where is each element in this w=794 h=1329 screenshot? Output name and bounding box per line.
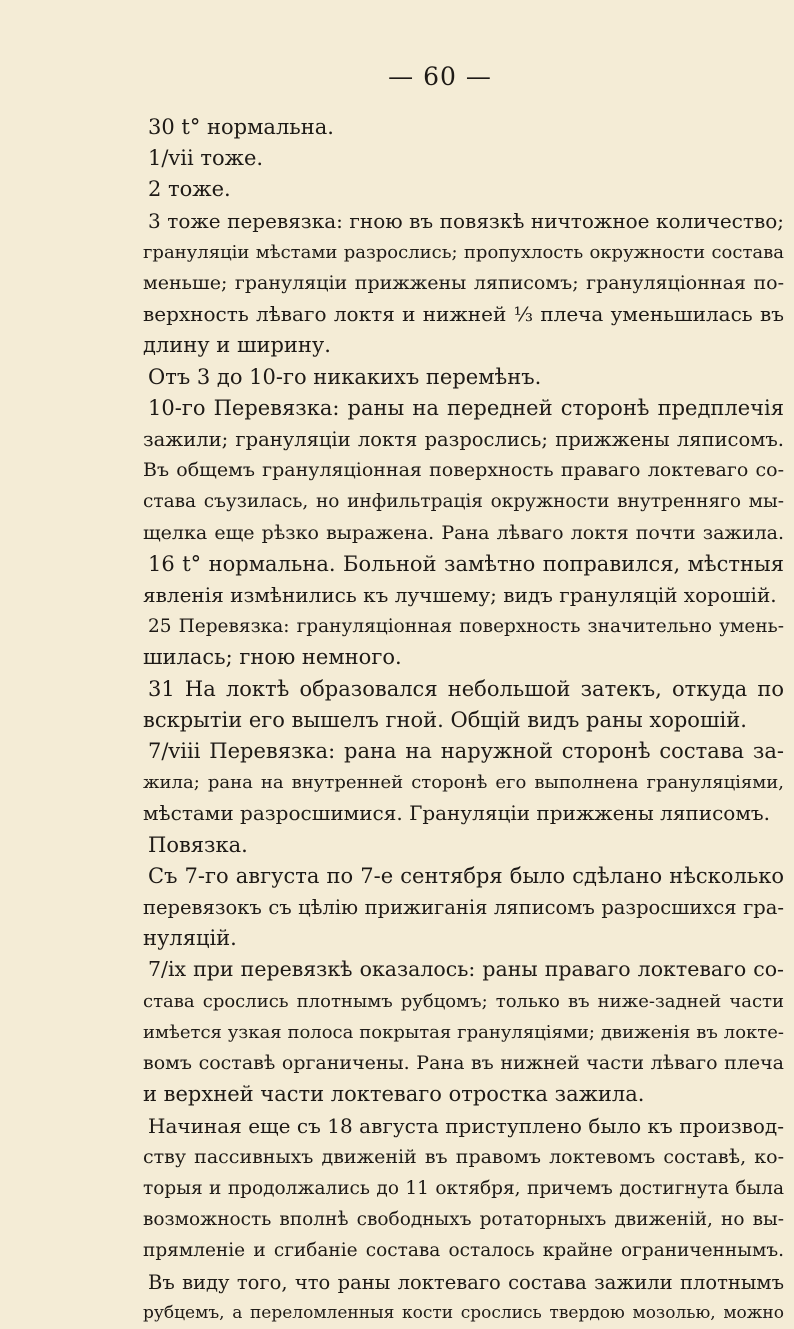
text-line: грануляціи мѣстами разрослись; пропухлость окружности состава bbox=[143, 241, 784, 263]
text-line: мѣстами разросшимися. Грануляціи прижжены ляписомъ. bbox=[143, 801, 770, 826]
text-line: длину и ширину. bbox=[143, 333, 331, 358]
text-line: Повязка. bbox=[148, 832, 248, 857]
text-line: 7/ix при перевязкѣ оказалось: раны праваго локтеваго со- bbox=[148, 957, 784, 982]
text-line: Отъ 3 до 10-го никакихъ перемѣнъ. bbox=[148, 364, 542, 389]
text-line: става срослись плотнымъ рубцомъ; только въ ниже-задней части bbox=[143, 990, 784, 1012]
text-line: 30 t° нормальна. bbox=[148, 115, 334, 139]
text-line: 16 t° нормальна. Больной замѣтно поправился, мѣстныя bbox=[148, 551, 784, 576]
text-line: жила; рана на внутренней сторонѣ его выполнена грануляціями, bbox=[143, 772, 784, 794]
text-line: рубцемъ, а переломленныя кости срослись твердою мозолью, можно bbox=[143, 1302, 784, 1323]
text-line: 1/vii тоже. bbox=[148, 146, 264, 171]
text-line: вомъ составѣ органичены. Рана въ нижней части лѣваго плеча bbox=[143, 1052, 784, 1075]
text-body bbox=[143, 112, 784, 1329]
text-line: ству пассивныхъ движеній въ правомъ локтевомъ составѣ, ко- bbox=[143, 1145, 784, 1168]
text-line: вскрытіи его вышелъ гной. Общій видъ раны хорошій. bbox=[143, 707, 747, 732]
text-line: меньше; грануляціи прижжены ляписомъ; грануляціонная по- bbox=[143, 272, 784, 295]
text-line: 31 На локтѣ образовался небольшой затекъ, откуда по bbox=[148, 676, 784, 701]
text-line: имѣется узкая полоса покрытая грануляціями; движенія въ локте- bbox=[143, 1021, 784, 1043]
text-line: зажили; грануляціи локтя разрослись; прижжены ляписомъ. bbox=[143, 428, 784, 452]
text-line: Въ общемъ грануляціонная поверхность праваго локтеваго со- bbox=[143, 459, 784, 482]
text-line: явленія измѣнились къ лучшему; видъ грануляцій хорошій. bbox=[143, 583, 777, 608]
text-line: става съузилась, но инфильтрація окружности внутренняго мы- bbox=[143, 491, 784, 513]
text-line: щелка еще рѣзко выражена. Рана лѣваго локтя почти зажила. bbox=[143, 521, 784, 544]
text-line: Въ виду того, что раны локтеваго состава зажили плотнымъ bbox=[148, 1270, 784, 1294]
text-line: верхность лѣваго локтя и нижней ⅓ плеча уменьшилась въ bbox=[143, 302, 784, 327]
text-line: 7/viii Перевязка: рана на наружной сторонѣ состава за- bbox=[148, 739, 784, 764]
page-number: — 60 — bbox=[388, 62, 492, 91]
text-line: 2 тоже. bbox=[148, 177, 231, 202]
text-line: 10-го Перевязка: раны на передней сторонѣ предплечія bbox=[148, 395, 784, 420]
text-line: торыя и продолжались до 11 октября, причемъ достигнута была bbox=[143, 1177, 784, 1199]
text-line: прямленіе и сгибаніе состава осталось крайне ограниченнымъ. bbox=[143, 1240, 784, 1262]
text-line: 3 тоже перевязка: гною въ повязкѣ ничтожное количество; bbox=[148, 208, 784, 233]
text-line: перевязокъ съ цѣлію прижиганія ляписомъ разросшихся гра- bbox=[143, 896, 784, 920]
text-line: возможность вполнѣ свободныхъ ротаторныхъ движеній, но вы- bbox=[143, 1209, 784, 1231]
text-line: 25 Перевязка: грануляціонная поверхность значительно умень- bbox=[148, 616, 784, 638]
text-line: и верхней части локтеваго отростка зажила. bbox=[143, 1082, 645, 1107]
text-line: Начиная еще съ 18 августа приступлено было къ производ- bbox=[148, 1113, 784, 1138]
text-line: Съ 7-го августа по 7-е сентября было сдѣлано нѣсколько bbox=[148, 863, 784, 888]
text-line: шилась; гною немного. bbox=[143, 645, 402, 670]
text-line: нуляцій. bbox=[143, 926, 237, 951]
